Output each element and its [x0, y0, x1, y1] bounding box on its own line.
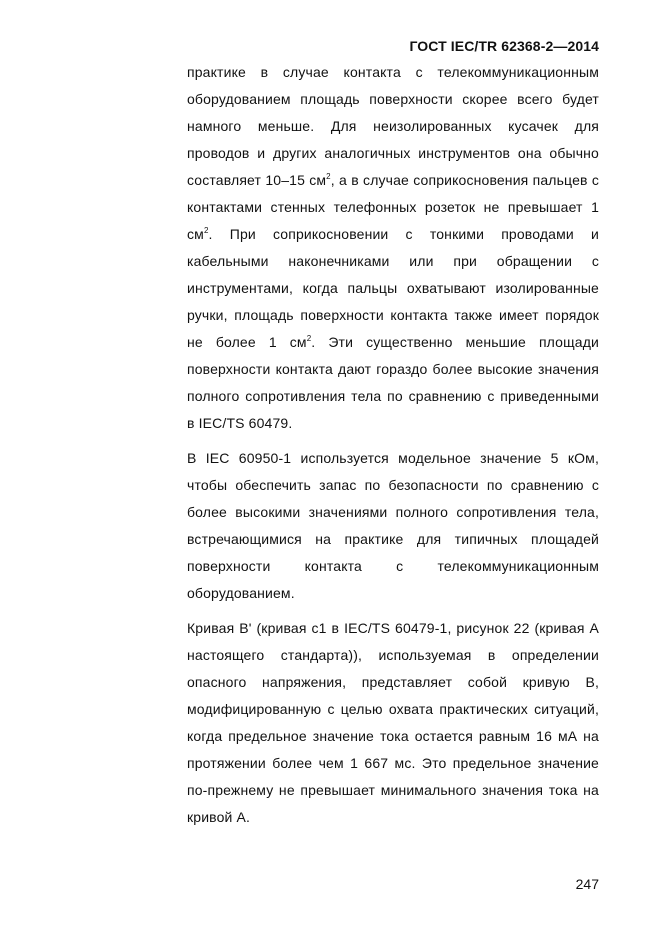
document-header [187, 38, 599, 54]
superscript: 2 [306, 334, 312, 343]
page-number: 247 [575, 876, 599, 892]
document-body [187, 59, 599, 831]
paragraph-text: практике в случае контакта с телекоммуникационным оборудованием площадь поверхности скорее всего будет намного меньше. Для неизолированных кусачек для проводов и других аналогичных инструментов она обычно составляет 10–15 см [187, 64, 599, 188]
paragraph-text: . Эти существенно меньшие площади поверхности контакта дают гораздо более высокие значения полного сопротивления тела по сравнению с приведенными в IEC/TS 60479. [187, 334, 599, 431]
paragraph-text: , а в случае соприкосновения пальцев с контактами стенных телефонных розеток не превышает 1 см [187, 172, 599, 242]
superscript: 2 [326, 172, 331, 181]
paragraph-model-value: В IEC 60950-1 используется модельное значение 5 кОм, чтобы обеспечить запас по безопасности по сравнению с более высокими значениями полного сопротивления тела, встречающимися на практике для типичных площадей поверхности контакта с телекоммуникационным оборудованием. [187, 450, 599, 601]
paragraph-curve-b: Кривая В' (кривая с1 в IEC/TS 60479-1, рисунок 22 (кривая А настоящего стандарта)), используемая в определении опасного напряжения, представляет собой кривую В, модифицированную с целью охвата практических ситуаций, когда предельное значение тока остается равным 16 мА на протяжении более чем 1 667 мс. Это предельное значение по-прежнему не превышает минимального значения тока на кривой А. [187, 620, 599, 825]
standard-id: ГОСТ IEC/TR 62368-2—2014 [409, 38, 599, 54]
paragraph-contact-area [187, 59, 599, 437]
superscript: 2 [203, 226, 209, 235]
paragraph-text: . При соприкосновении с тонкими проводами и кабельными наконечниками или при обращении с инструментами, когда пальцы охватывают изолированные ручки, площадь поверхности контакта также имеет порядок не более 1 см [187, 226, 599, 350]
